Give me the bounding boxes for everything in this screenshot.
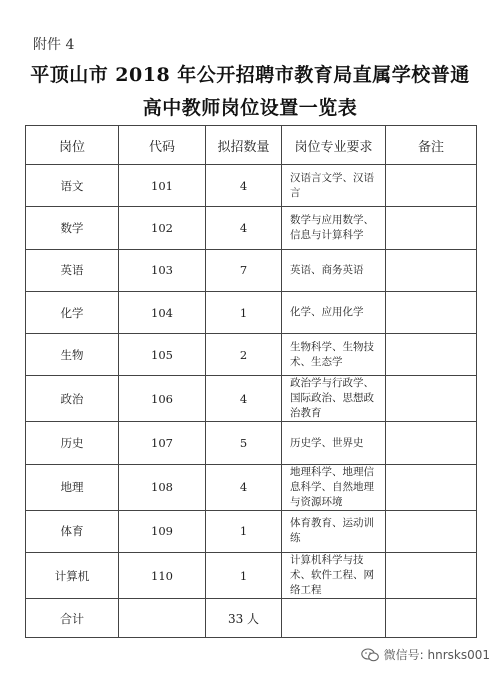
header-note: 备注 [386, 126, 477, 165]
total-code-cell [119, 599, 206, 638]
position-cell: 计算机 [26, 553, 119, 599]
total-requirement-cell [282, 599, 386, 638]
code-cell: 104 [119, 291, 206, 333]
position-cell: 体育 [26, 510, 119, 552]
total-label: 合计 [26, 599, 119, 638]
document-title-line1: 平顶山市 2018 年公开招聘市教育局直属学校普通 [30, 64, 470, 86]
table-row [26, 464, 477, 510]
code-cell: 107 [119, 422, 206, 464]
code-cell: 109 [119, 510, 206, 552]
table-row [26, 207, 477, 249]
wechat-watermark [361, 646, 490, 663]
total-note-cell [386, 599, 477, 638]
table-row [26, 334, 477, 376]
table-row [26, 291, 477, 333]
requirement-cell: 生物科学、生物技术、生态学 [282, 334, 386, 376]
table-row [26, 510, 477, 552]
code-cell: 102 [119, 207, 206, 249]
position-cell: 英语 [26, 249, 119, 291]
note-cell [386, 422, 477, 464]
code-cell: 110 [119, 553, 206, 599]
wechat-icon [361, 648, 379, 662]
document-title-line2: 高中教师岗位设置一览表 [142, 97, 358, 119]
total-row [26, 599, 477, 638]
header-requirement: 岗位专业要求 [282, 126, 386, 165]
total-value: 33 人 [206, 599, 282, 638]
table-row [26, 249, 477, 291]
position-cell: 数学 [26, 207, 119, 249]
code-cell: 101 [119, 165, 206, 207]
code-cell: 105 [119, 334, 206, 376]
table-row [26, 553, 477, 599]
count-cell: 4 [206, 207, 282, 249]
requirement-cell: 数学与应用数学、信息与计算科学 [282, 207, 386, 249]
requirement-cell: 政治学与行政学、国际政治、思想政治教育 [282, 376, 386, 422]
count-cell: 5 [206, 422, 282, 464]
position-table [25, 125, 477, 638]
header-code: 代码 [119, 126, 206, 165]
attachment-label: 附件 4 [33, 37, 75, 53]
note-cell [386, 291, 477, 333]
table-row [26, 422, 477, 464]
position-cell: 语文 [26, 165, 119, 207]
requirement-cell: 地理科学、地理信息科学、自然地理与资源环境 [282, 464, 386, 510]
note-cell [386, 249, 477, 291]
count-cell: 2 [206, 334, 282, 376]
note-cell [386, 510, 477, 552]
requirement-cell: 化学、应用化学 [282, 291, 386, 333]
count-cell: 4 [206, 464, 282, 510]
code-cell: 103 [119, 249, 206, 291]
count-cell: 4 [206, 165, 282, 207]
requirement-cell: 历史学、世界史 [282, 422, 386, 464]
position-cell: 化学 [26, 291, 119, 333]
count-cell: 7 [206, 249, 282, 291]
requirement-cell: 英语、商务英语 [282, 249, 386, 291]
table-header-row [26, 126, 477, 165]
note-cell [386, 334, 477, 376]
requirement-cell: 体育教育、运动训练 [282, 510, 386, 552]
position-cell: 地理 [26, 464, 119, 510]
count-cell: 1 [206, 553, 282, 599]
note-cell [386, 207, 477, 249]
position-cell: 政治 [26, 376, 119, 422]
table-row [26, 165, 477, 207]
note-cell [386, 553, 477, 599]
header-count: 拟招数量 [206, 126, 282, 165]
note-cell [386, 464, 477, 510]
code-cell: 106 [119, 376, 206, 422]
code-cell: 108 [119, 464, 206, 510]
table-row [26, 376, 477, 422]
note-cell [386, 376, 477, 422]
position-cell: 生物 [26, 334, 119, 376]
count-cell: 1 [206, 291, 282, 333]
header-position: 岗位 [26, 126, 119, 165]
count-cell: 1 [206, 510, 282, 552]
requirement-cell: 汉语言文学、汉语言 [282, 165, 386, 207]
position-cell: 历史 [26, 422, 119, 464]
watermark-text: 微信号: hnrsks001 [383, 648, 490, 662]
requirement-cell: 计算机科学与技术、软件工程、网络工程 [282, 553, 386, 599]
count-cell: 4 [206, 376, 282, 422]
note-cell [386, 165, 477, 207]
